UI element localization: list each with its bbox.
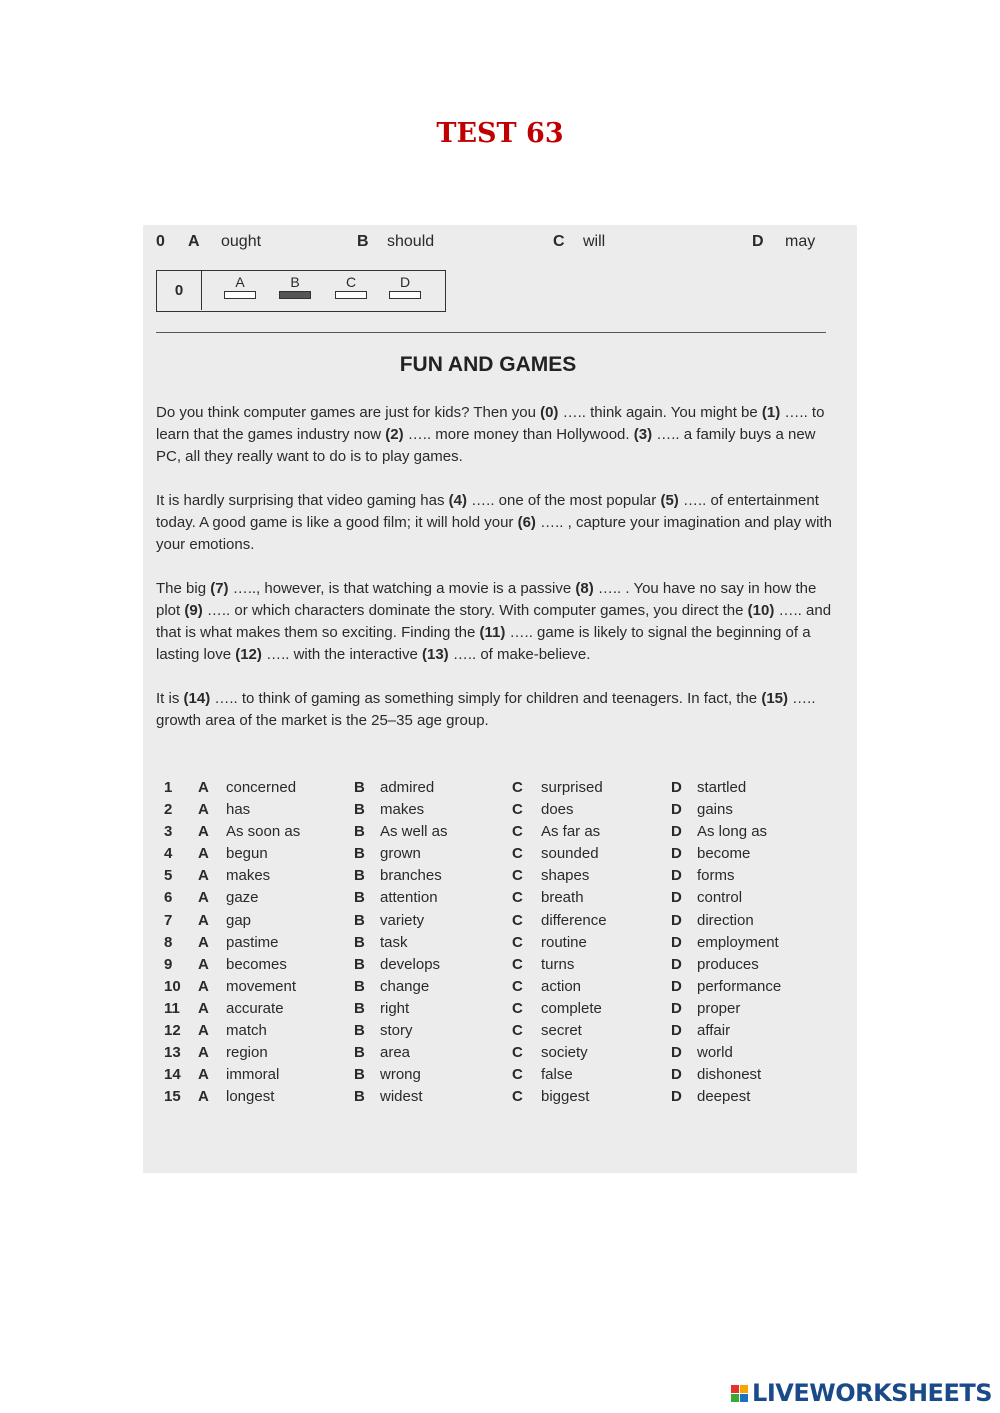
- option-letter-c: C: [512, 1044, 523, 1062]
- passage-paragraph: It is (14) ….. to think of gaming as something simply for children and teenagers. In fact, the (15) ….. growth area of the market is the 25–35 age group.: [156, 690, 816, 729]
- option-c[interactable]: does: [541, 801, 574, 819]
- logo-square: [740, 1385, 748, 1393]
- logo-square: [731, 1394, 739, 1402]
- question-row: [156, 777, 846, 799]
- question-number: 8: [164, 933, 173, 951]
- logo-icon: [731, 1385, 748, 1402]
- option-c[interactable]: society: [541, 1044, 588, 1062]
- option-a[interactable]: immoral: [226, 1066, 280, 1084]
- option-d[interactable]: forms: [697, 867, 735, 885]
- option-a[interactable]: longest: [226, 1088, 275, 1106]
- option-letter-c: C: [512, 955, 523, 973]
- option-letter-d: D: [671, 933, 682, 951]
- option-c[interactable]: difference: [541, 911, 607, 929]
- question-row: [156, 843, 846, 865]
- question-number: 2: [164, 801, 173, 819]
- passage-paragraph: The big (7) ….., however, is that watching a movie is a passive (8) ….. . You have no say in how the plot (9) ….. or which characters dominate the story. With computer games, you direct the (10) ….. and that is what makes them so exciting. Finding the (11) ….. game is likely to signal the beginning of a lasting love (12) ….. with the interactive (13) ….. of make-believe.: [156, 580, 832, 663]
- option-d[interactable]: produces: [697, 955, 759, 973]
- passage: [156, 402, 836, 754]
- answer-option-label: D: [399, 274, 411, 290]
- option-letter-c: C: [512, 823, 523, 841]
- example-option-c: will: [583, 233, 606, 250]
- question-row: [156, 1020, 846, 1042]
- option-c[interactable]: secret: [541, 1022, 582, 1040]
- option-a[interactable]: concerned: [226, 779, 297, 796]
- answer-checkbox-selected[interactable]: [279, 291, 311, 299]
- option-c[interactable]: false: [541, 1066, 573, 1084]
- option-letter-b: B: [354, 867, 365, 885]
- option-b[interactable]: right: [380, 999, 410, 1017]
- option-a[interactable]: movement: [226, 977, 297, 995]
- option-letter-d: D: [671, 867, 682, 885]
- question-row: [156, 1064, 846, 1086]
- answer-option-a[interactable]: [223, 275, 257, 299]
- option-letter-d: D: [671, 823, 682, 841]
- option-letter-c: C: [512, 867, 523, 885]
- option-letter-d: D: [671, 1044, 682, 1062]
- question-row: [156, 1086, 846, 1108]
- option-letter-c: C: [512, 889, 523, 907]
- option-letter-c: C: [512, 1088, 523, 1106]
- option-letter-b: B: [354, 823, 365, 841]
- option-b[interactable]: widest: [380, 1088, 423, 1106]
- page-title: TEST 63: [436, 118, 564, 149]
- option-letter-b: B: [354, 1044, 365, 1062]
- question-row: [156, 976, 846, 998]
- logo-text: LIVEWORKSHEETS: [752, 1379, 992, 1407]
- divider: [156, 332, 826, 333]
- option-letter-d: D: [671, 1088, 682, 1106]
- option-b[interactable]: wrong: [380, 1066, 421, 1084]
- example-letter-b: B: [357, 233, 369, 250]
- option-d[interactable]: dishonest: [697, 1066, 762, 1084]
- option-b[interactable]: As well as: [380, 823, 448, 841]
- option-b[interactable]: makes: [380, 801, 425, 819]
- option-letter-c: C: [512, 1066, 523, 1084]
- option-letter-c: C: [512, 911, 523, 929]
- option-letter-a: A: [198, 823, 209, 841]
- option-c[interactable]: sounded: [541, 845, 599, 863]
- question-number: 14: [164, 1066, 181, 1084]
- option-b[interactable]: branches: [380, 867, 442, 885]
- option-letter-d: D: [671, 955, 682, 973]
- answer-option-label: C: [345, 274, 357, 290]
- option-letter-a: A: [198, 1044, 209, 1062]
- question-row: [156, 887, 846, 909]
- option-letter-c: C: [512, 1022, 523, 1040]
- example-option-a: ought: [221, 233, 262, 250]
- passage-paragraph: It is hardly surprising that video gaming has (4) ….. one of the most popular (5) ….. of entertainment today. A good game is like a good film; it will hold your (6) ….. , capture your imagination and play with your emotions.: [156, 492, 832, 553]
- question-number: 15: [164, 1088, 181, 1106]
- logo-square: [731, 1385, 739, 1393]
- option-c[interactable]: action: [541, 977, 582, 995]
- option-letter-b: B: [354, 845, 365, 863]
- worksheet-scan: [143, 225, 857, 1173]
- question-row: [156, 1042, 846, 1064]
- question-number: 7: [164, 911, 173, 929]
- option-letter-a: A: [198, 779, 209, 796]
- option-letter-d: D: [671, 845, 682, 863]
- option-letter-b: B: [354, 911, 365, 929]
- example-option-b: should: [387, 233, 435, 250]
- liveworksheets-logo: [731, 1379, 992, 1407]
- answer-option-b[interactable]: [278, 275, 312, 299]
- option-c[interactable]: surprised: [541, 779, 603, 796]
- answer-checkbox[interactable]: [224, 291, 256, 299]
- answer-box-number: 0: [157, 271, 202, 310]
- option-a[interactable]: match: [226, 1022, 267, 1040]
- question-number: 12: [164, 1022, 181, 1040]
- option-d[interactable]: startled: [697, 779, 747, 796]
- example-option-d: may: [785, 233, 816, 250]
- answer-option-d[interactable]: [388, 275, 422, 299]
- option-a[interactable]: accurate: [226, 999, 284, 1017]
- option-letter-b: B: [354, 801, 365, 819]
- option-d[interactable]: performance: [697, 977, 782, 995]
- option-d[interactable]: world: [697, 1044, 733, 1062]
- option-letter-b: B: [354, 779, 365, 796]
- option-d[interactable]: control: [697, 889, 743, 907]
- option-letter-a: A: [198, 845, 209, 863]
- option-b[interactable]: task: [380, 933, 408, 951]
- option-a[interactable]: has: [226, 801, 251, 819]
- question-number: 1: [164, 779, 173, 796]
- option-b[interactable]: admired: [380, 779, 435, 796]
- option-b[interactable]: develops: [380, 955, 441, 973]
- option-a[interactable]: region: [226, 1044, 268, 1062]
- example-letter-d: D: [752, 233, 764, 250]
- logo-square: [740, 1394, 748, 1402]
- option-letter-a: A: [198, 911, 209, 929]
- option-letter-d: D: [671, 977, 682, 995]
- question-row: [156, 821, 846, 843]
- example-letter-c: C: [553, 233, 565, 250]
- option-letter-c: C: [512, 933, 523, 951]
- option-d[interactable]: As long as: [697, 823, 768, 841]
- option-c[interactable]: shapes: [541, 867, 590, 885]
- option-letter-b: B: [354, 1066, 365, 1084]
- question-number: 10: [164, 977, 181, 995]
- question-row: [156, 998, 846, 1020]
- option-letter-d: D: [671, 999, 682, 1017]
- option-d[interactable]: proper: [697, 999, 741, 1017]
- example-row: [143, 233, 857, 253]
- question-row: [156, 910, 846, 932]
- option-letter-a: A: [198, 1088, 209, 1106]
- option-letter-d: D: [671, 911, 682, 929]
- answer-checkbox[interactable]: [389, 291, 421, 299]
- option-b[interactable]: variety: [380, 911, 425, 929]
- option-letter-b: B: [354, 1088, 365, 1106]
- option-a[interactable]: gaze: [226, 889, 259, 907]
- option-d[interactable]: employment: [697, 933, 779, 951]
- answer-option-label: B: [290, 274, 300, 290]
- answer-option-c[interactable]: [334, 275, 368, 299]
- question-row: [156, 932, 846, 954]
- example-letter-a: A: [188, 233, 200, 250]
- option-letter-d: D: [671, 1066, 682, 1084]
- option-letter-c: C: [512, 779, 523, 796]
- option-b[interactable]: attention: [380, 889, 438, 907]
- option-letter-b: B: [354, 889, 365, 907]
- option-letter-d: D: [671, 801, 682, 819]
- answer-option-label: A: [235, 274, 245, 290]
- option-c[interactable]: complete: [541, 999, 602, 1017]
- option-a[interactable]: pastime: [226, 933, 279, 951]
- question-number: 9: [164, 955, 173, 973]
- option-d[interactable]: affair: [697, 1022, 731, 1040]
- option-b[interactable]: grown: [380, 845, 421, 863]
- option-letter-a: A: [198, 955, 209, 973]
- example-answer-box: [156, 270, 446, 312]
- passage-heading: FUN AND GAMES: [399, 353, 577, 376]
- option-d[interactable]: gains: [697, 801, 733, 819]
- option-letter-b: B: [354, 955, 365, 973]
- option-a[interactable]: makes: [226, 867, 271, 885]
- option-letter-a: A: [198, 1066, 209, 1084]
- example-number: 0: [156, 233, 165, 250]
- option-b[interactable]: story: [380, 1022, 413, 1040]
- option-b[interactable]: change: [380, 977, 430, 995]
- option-d[interactable]: become: [697, 845, 751, 863]
- option-letter-b: B: [354, 1022, 365, 1040]
- option-letter-b: B: [354, 999, 365, 1017]
- option-letter-c: C: [512, 999, 523, 1017]
- option-a[interactable]: gap: [226, 911, 252, 929]
- question-row: [156, 865, 846, 887]
- option-letter-b: B: [354, 977, 365, 995]
- option-d[interactable]: direction: [697, 911, 754, 929]
- option-letter-d: D: [671, 889, 682, 907]
- question-number: 6: [164, 889, 173, 907]
- option-a[interactable]: As soon as: [226, 823, 301, 841]
- option-b[interactable]: area: [380, 1044, 411, 1062]
- passage-paragraph: Do you think computer games are just for kids? Then you (0) ….. think again. You might be (1) ….. to learn that the games industry now (2) ….. more money than Hollywood. (3) ….. a family buys a new PC, all they really want to do is to play games.: [156, 404, 825, 465]
- answer-checkbox[interactable]: [335, 291, 367, 299]
- option-a[interactable]: begun: [226, 845, 268, 863]
- question-number: 11: [164, 999, 180, 1017]
- option-c[interactable]: As far as: [541, 823, 601, 841]
- option-c[interactable]: breath: [541, 889, 584, 907]
- option-a[interactable]: becomes: [226, 955, 287, 973]
- option-letter-d: D: [671, 779, 682, 796]
- question-options-list: [156, 777, 846, 1108]
- option-c[interactable]: turns: [541, 955, 575, 973]
- option-letter-c: C: [512, 801, 523, 819]
- option-letter-b: B: [354, 933, 365, 951]
- option-c[interactable]: biggest: [541, 1088, 590, 1106]
- option-letter-a: A: [198, 999, 209, 1017]
- option-d[interactable]: deepest: [697, 1088, 751, 1106]
- question-row: [156, 954, 846, 976]
- option-letter-c: C: [512, 977, 523, 995]
- question-number: 4: [164, 845, 173, 863]
- question-number: 13: [164, 1044, 181, 1062]
- option-c[interactable]: routine: [541, 933, 587, 951]
- option-letter-c: C: [512, 845, 523, 863]
- question-number: 3: [164, 823, 173, 841]
- question-row: [156, 799, 846, 821]
- option-letter-a: A: [198, 1022, 209, 1040]
- question-number: 5: [164, 867, 173, 885]
- option-letter-a: A: [198, 977, 209, 995]
- option-letter-a: A: [198, 801, 209, 819]
- option-letter-a: A: [198, 889, 209, 907]
- option-letter-d: D: [671, 1022, 682, 1040]
- option-letter-a: A: [198, 933, 209, 951]
- option-letter-a: A: [198, 867, 209, 885]
